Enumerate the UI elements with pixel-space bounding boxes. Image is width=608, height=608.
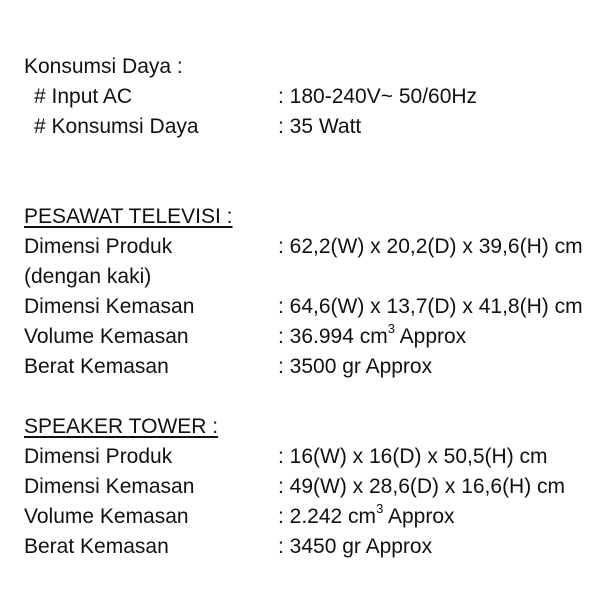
tv-section-title-row [24,202,604,232]
speaker-volume-label: Volume Kemasan [24,505,189,528]
tv-package-dim-row [24,292,604,322]
speaker-package-dim-row [24,472,604,502]
speaker-product-dim-value: : 16(W) x 16(D) x 50,5(H) cm [278,445,548,468]
spec-document [24,52,604,562]
power-input-ac-row [24,82,604,112]
tv-weight-row [24,352,604,382]
tv-product-dim-value: : 62,2(W) x 20,2(D) x 39,6(H) cm [278,235,583,258]
tv-volume-value-group [278,322,466,352]
speaker-product-dim-row [24,442,604,472]
speaker-volume-value-group [278,502,455,532]
section-spacer [24,142,604,202]
tv-volume-label: Volume Kemasan [24,325,189,348]
speaker-volume-value: : 2.242 cm [278,505,377,528]
power-consumption-label: # Konsumsi Daya [34,115,199,138]
speaker-weight-row [24,532,604,562]
speaker-section-title-row [24,412,604,442]
speaker-volume-row [24,502,604,532]
speaker-weight-value: : 3450 gr Approx [278,535,433,558]
power-consumption-row [24,112,604,142]
tv-product-dim-row [24,232,604,262]
tv-weight-label: Berat Kemasan [24,355,169,378]
power-consumption-value: : 35 Watt [278,115,362,138]
tv-volume-superscript: 3 [387,321,395,336]
tv-product-dim-note-row [24,262,604,292]
speaker-volume-superscript: 3 [376,501,384,516]
tv-volume-value: : 36.994 cm [278,325,388,348]
section-spacer [24,382,604,412]
tv-volume-row [24,322,604,352]
tv-section-title: PESAWAT TELEVISI : [24,205,233,228]
speaker-package-dim-value: : 49(W) x 28,6(D) x 16,6(H) cm [278,475,566,498]
tv-package-dim-label: Dimensi Kemasan [24,295,195,318]
power-section-title: Konsumsi Daya : [24,55,183,78]
tv-weight-value: : 3500 gr Approx [278,355,433,378]
power-input-ac-value: : 180-240V~ 50/60Hz [278,85,478,108]
power-input-ac-label: # Input AC [34,85,133,108]
speaker-weight-label: Berat Kemasan [24,535,169,558]
speaker-volume-suffix: Approx [383,505,455,528]
speaker-section-title: SPEAKER TOWER : [24,415,219,438]
tv-package-dim-value: : 64,6(W) x 13,7(D) x 41,8(H) cm [278,295,583,318]
tv-volume-suffix: Approx [394,325,467,348]
tv-product-dim-label: Dimensi Produk [24,235,173,258]
speaker-package-dim-label: Dimensi Kemasan [24,475,195,498]
speaker-product-dim-label: Dimensi Produk [24,445,173,468]
tv-product-dim-note: (dengan kaki) [24,265,152,288]
power-section-title-row [24,52,604,82]
